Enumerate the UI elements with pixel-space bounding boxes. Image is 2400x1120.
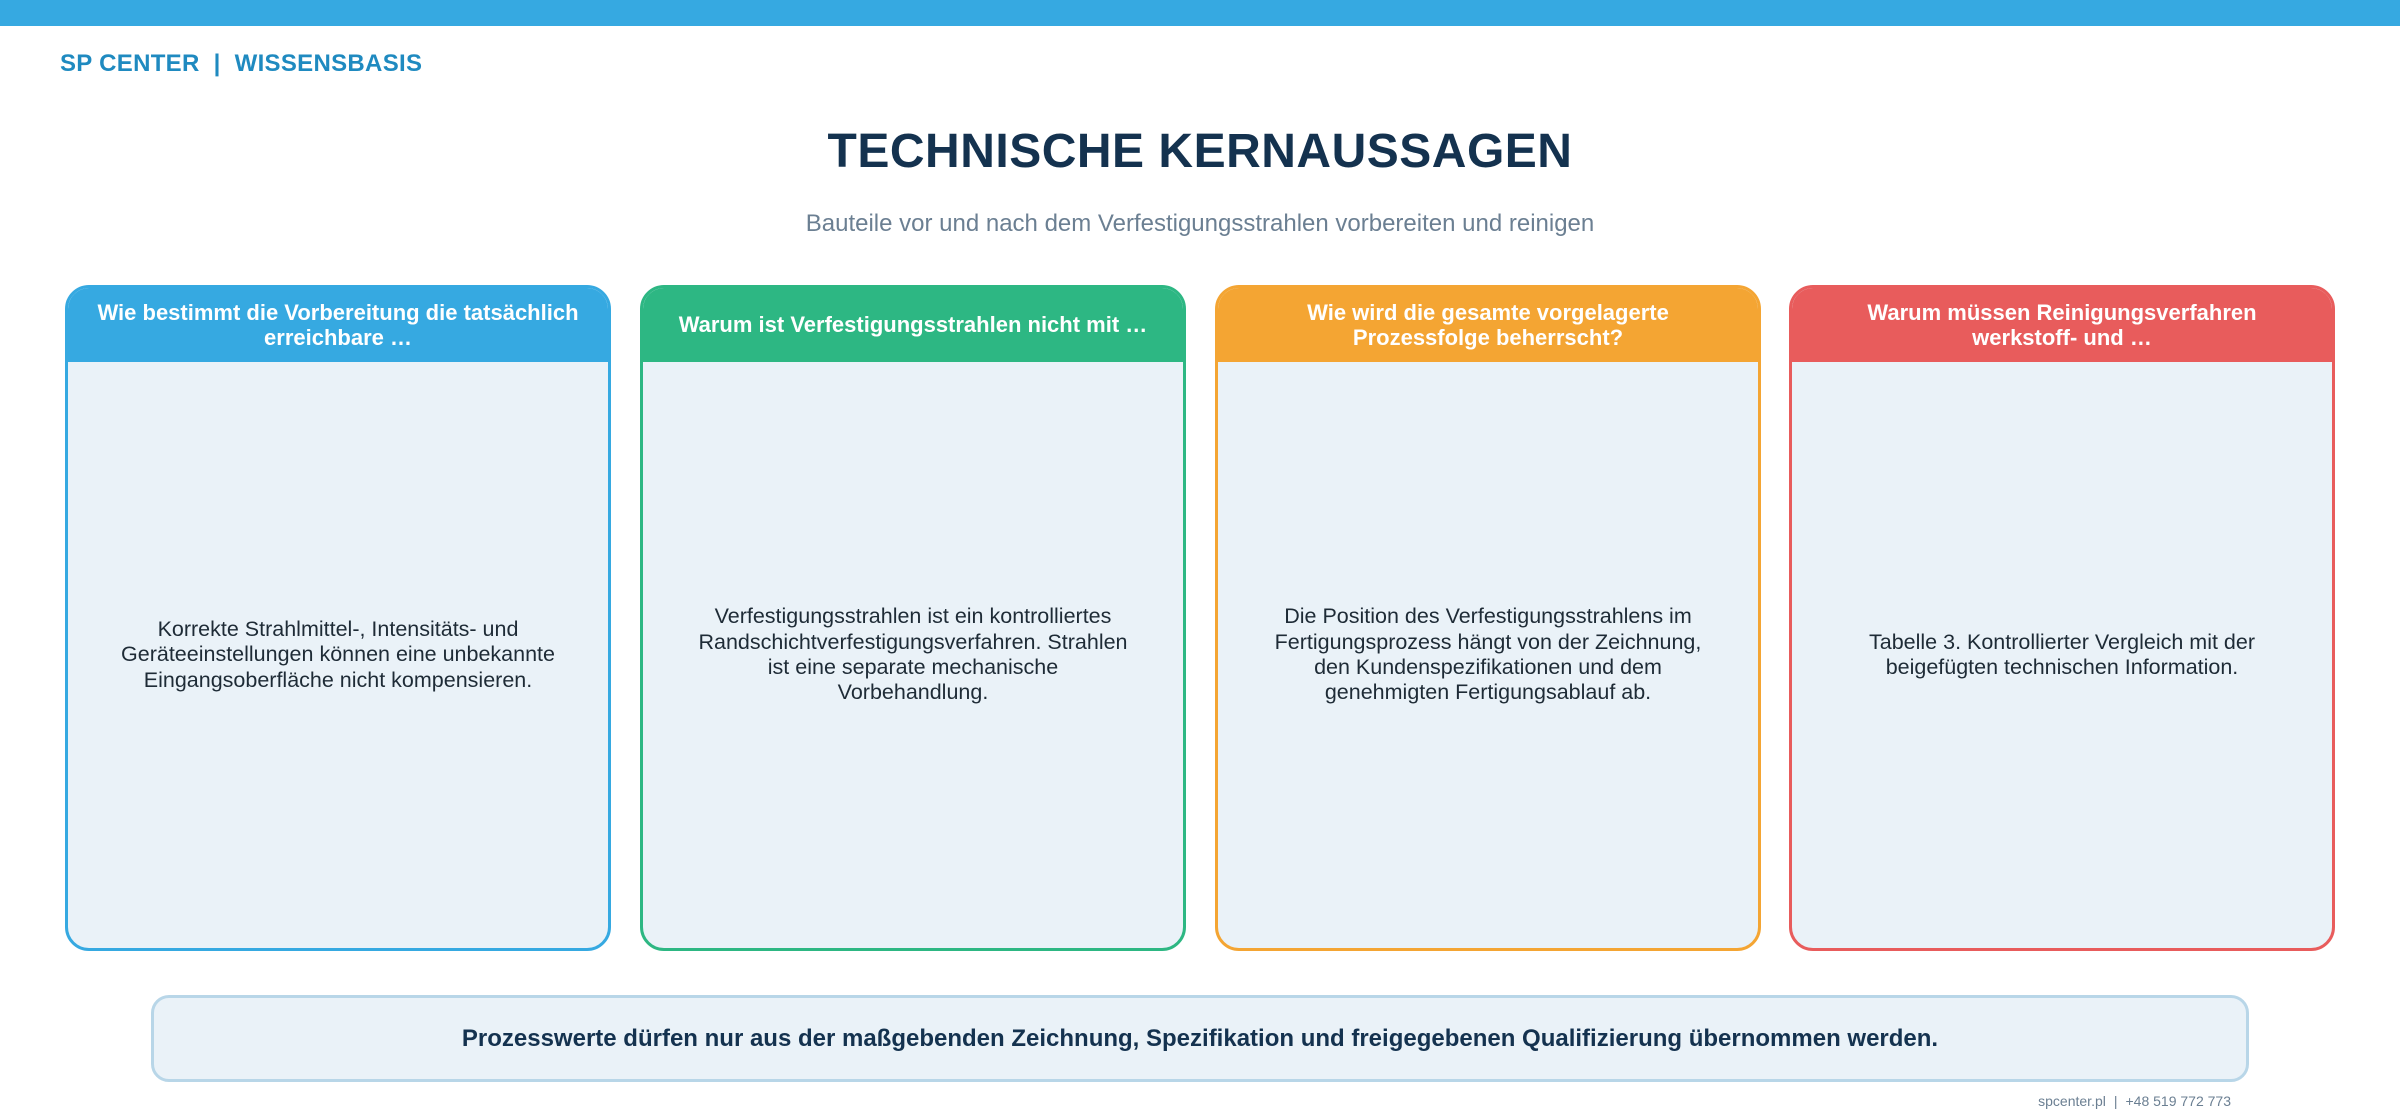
card-body: Tabelle 3. Kontrollierter Vergleich mit der beigefügten technischen Information.	[1869, 629, 2255, 679]
card-shot-peening-difference	[640, 285, 1186, 951]
card-process-sequence	[1215, 285, 1761, 951]
footer-phone: +48 519 772 773	[2125, 1093, 2231, 1109]
card-body: Korrekte Strahlmittel-, Intensitäts- und Geräteeinstellungen können eine unbekannte Eingangsoberfläche nicht kompensieren.	[121, 616, 555, 692]
card-header: Wie wird die gesamte vorgelagerte Prozessfolge beherrscht?	[1218, 288, 1758, 362]
page-title: TECHNISCHE KERNAUSSAGEN	[827, 125, 1573, 178]
brand-header	[60, 50, 422, 78]
card-header: Warum ist Verfestigungsstrahlen nicht mit …	[643, 288, 1183, 362]
top-accent-bar	[0, 0, 2400, 26]
card-body: Die Position des Verfestigungsstrahlens im Fertigungsprozess hängt von der Zeichnung, den Kundenspezifikationen und dem genehmigten Fertigungsablauf ab.	[1274, 604, 1702, 705]
card-header: Warum müssen Reinigungsverfahren werkstoff- und …	[1792, 288, 2332, 362]
page-subtitle: Bauteile vor und nach dem Verfestigungsstrahlen vorbereiten und reinigen	[805, 210, 1595, 237]
card-body: Verfestigungsstrahlen ist ein kontrolliertes Randschichtverfestigungsverfahren. Strahlen ist eine separate mechanische Vorbehandlung.	[698, 604, 1128, 705]
footer-website: spcenter.pl	[2038, 1093, 2106, 1109]
footer-contact	[2038, 1093, 2231, 1109]
brand-separator: |	[213, 50, 221, 77]
card-grid	[65, 285, 2335, 951]
card-preparation	[65, 285, 611, 951]
key-statement-banner: Prozesswerte dürfen nur aus der maßgebenden Zeichnung, Spezifikation und freigegebenen Qualifizierung übernommen werden.	[151, 995, 2249, 1082]
footer-separator: |	[2113, 1093, 2118, 1109]
brand-name: SP CENTER	[60, 50, 200, 77]
card-header: Wie bestimmt die Vorbereitung die tatsächlich erreichbare …	[68, 288, 608, 362]
card-cleaning-procedures	[1789, 285, 2335, 951]
brand-section: WISSENSBASIS	[234, 50, 423, 77]
